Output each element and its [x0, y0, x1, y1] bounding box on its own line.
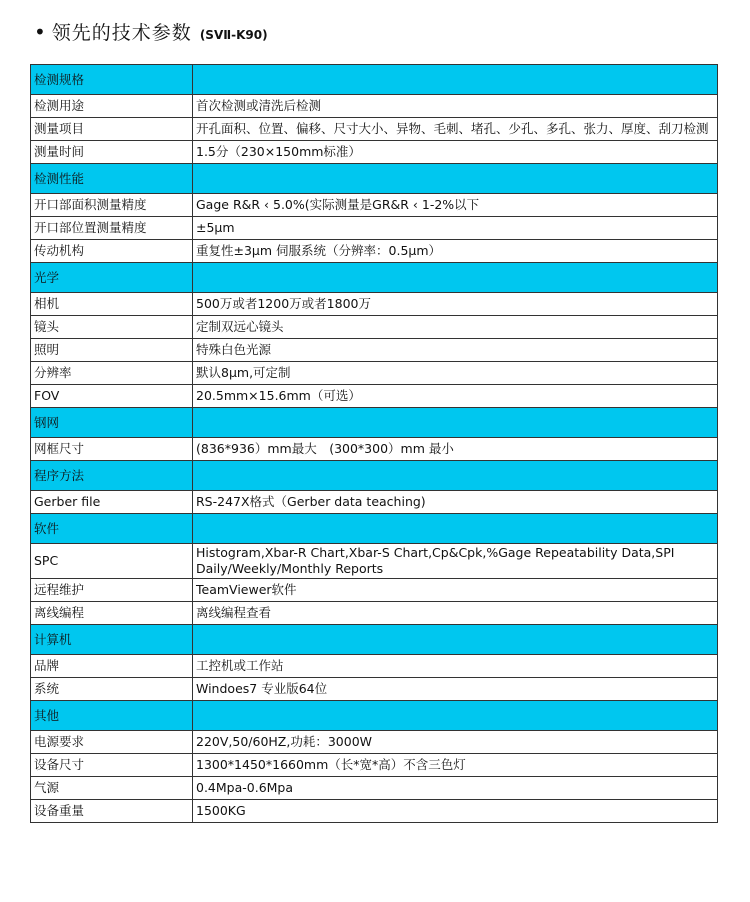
page-title — [34, 18, 268, 48]
spec-label: 开口部面积测量精度 — [31, 194, 193, 217]
spec-value: Histogram,Xbar-R Chart,Xbar-S Chart,Cp&Cpk,%Gage Repeatability Data,SPI Daily/Weekly/Monthly Reports — [193, 544, 718, 579]
table-row — [31, 544, 718, 579]
section-header-row — [31, 164, 718, 194]
spec-label: 网框尺寸 — [31, 438, 193, 461]
table-row — [31, 800, 718, 823]
section-title: 光学 — [31, 263, 193, 293]
section-blank-cell — [193, 514, 718, 544]
spec-table-body — [31, 65, 718, 823]
section-header-row — [31, 514, 718, 544]
section-blank-cell — [193, 408, 718, 438]
spec-table — [30, 64, 718, 823]
spec-label: 分辨率 — [31, 362, 193, 385]
spec-value: ±5μm — [193, 217, 718, 240]
section-title: 其他 — [31, 701, 193, 731]
table-row — [31, 339, 718, 362]
section-title: 检测规格 — [31, 65, 193, 95]
section-blank-cell — [193, 65, 718, 95]
table-row — [31, 316, 718, 339]
spec-label: 远程维护 — [31, 579, 193, 602]
spec-label: 传动机构 — [31, 240, 193, 263]
table-row — [31, 777, 718, 800]
spec-value: 离线编程查看 — [193, 602, 718, 625]
spec-label: 离线编程 — [31, 602, 193, 625]
spec-label: 照明 — [31, 339, 193, 362]
table-row — [31, 141, 718, 164]
table-row — [31, 678, 718, 701]
spec-label: 设备重量 — [31, 800, 193, 823]
table-row — [31, 754, 718, 777]
section-blank-cell — [193, 625, 718, 655]
spec-label: 相机 — [31, 293, 193, 316]
section-title: 检测性能 — [31, 164, 193, 194]
table-row — [31, 118, 718, 141]
spec-value: 1300*1450*1660mm（长*宽*高）不含三色灯 — [193, 754, 718, 777]
table-row — [31, 579, 718, 602]
section-header-row — [31, 625, 718, 655]
spec-value: 220V,50/60HZ,功耗：3000W — [193, 731, 718, 754]
table-row — [31, 194, 718, 217]
spec-value: 重复性±3μm 伺服系统（分辨率：0.5μm） — [193, 240, 718, 263]
spec-value: 默认8μm,可定制 — [193, 362, 718, 385]
spec-value: 1500KG — [193, 800, 718, 823]
section-blank-cell — [193, 263, 718, 293]
table-row — [31, 491, 718, 514]
section-blank-cell — [193, 701, 718, 731]
model-label: (SVⅡ-K90) — [199, 28, 268, 42]
table-row — [31, 240, 718, 263]
section-title: 钢网 — [31, 408, 193, 438]
table-row — [31, 293, 718, 316]
section-header-row — [31, 65, 718, 95]
spec-value: 工控机或工作站 — [193, 655, 718, 678]
spec-value: 首次检测或清洗后检测 — [193, 95, 718, 118]
spec-label: Gerber file — [31, 491, 193, 514]
table-row — [31, 438, 718, 461]
spec-value: 0.4Mpa-0.6Mpa — [193, 777, 718, 800]
section-header-row — [31, 461, 718, 491]
section-header-row — [31, 263, 718, 293]
spec-value: 1.5分（230×150mm标准） — [193, 141, 718, 164]
spec-value: Windoes7 专业版64位 — [193, 678, 718, 701]
spec-label: 品牌 — [31, 655, 193, 678]
spec-label: 电源要求 — [31, 731, 193, 754]
spec-label: FOV — [31, 385, 193, 408]
spec-value: RS-247X格式（Gerber data teaching) — [193, 491, 718, 514]
title-bullet: • — [34, 20, 46, 44]
table-row — [31, 362, 718, 385]
spec-value: 开孔面积、位置、偏移、尺寸大小、异物、毛刺、堵孔、少孔、多孔、张力、厚度、刮刀检测 — [193, 118, 718, 141]
spec-label: 气源 — [31, 777, 193, 800]
section-header-row — [31, 408, 718, 438]
spec-label: 镜头 — [31, 316, 193, 339]
spec-label: SPC — [31, 544, 193, 579]
spec-label: 测量项目 — [31, 118, 193, 141]
spec-value: 定制双远心镜头 — [193, 316, 718, 339]
spec-value: TeamViewer软件 — [193, 579, 718, 602]
section-title: 程序方法 — [31, 461, 193, 491]
section-blank-cell — [193, 461, 718, 491]
title-text: 领先的技术参数 — [51, 22, 192, 44]
spec-label: 开口部位置测量精度 — [31, 217, 193, 240]
table-row — [31, 217, 718, 240]
table-row — [31, 95, 718, 118]
spec-label: 测量时间 — [31, 141, 193, 164]
spec-label: 设备尺寸 — [31, 754, 193, 777]
section-blank-cell — [193, 164, 718, 194]
table-row — [31, 385, 718, 408]
spec-value: Gage R&R ‹ 5.0%(实际测量是GR&R ‹ 1-2%以下 — [193, 194, 718, 217]
spec-value: 特殊白色光源 — [193, 339, 718, 362]
section-title: 软件 — [31, 514, 193, 544]
spec-value: (836*936）mm最大 (300*300）mm 最小 — [193, 438, 718, 461]
spec-label: 检测用途 — [31, 95, 193, 118]
spec-value: 500万或者1200万或者1800万 — [193, 293, 718, 316]
spec-label: 系统 — [31, 678, 193, 701]
table-row — [31, 655, 718, 678]
section-title: 计算机 — [31, 625, 193, 655]
table-row — [31, 731, 718, 754]
table-row — [31, 602, 718, 625]
section-header-row — [31, 701, 718, 731]
spec-value: 20.5mm×15.6mm（可选） — [193, 385, 718, 408]
